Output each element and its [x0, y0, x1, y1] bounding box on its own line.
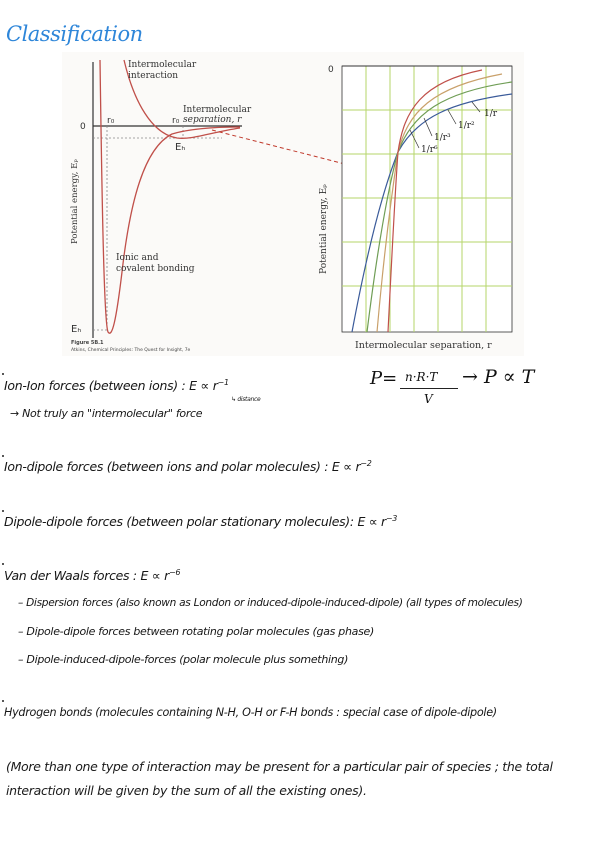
ideal-gas-numerator: n·R·T — [405, 370, 438, 384]
left-panel — [70, 60, 252, 353]
right-panel — [319, 65, 512, 351]
page-title: Classification — [6, 22, 143, 46]
r0-label-a: r₀ — [107, 116, 115, 126]
sep-label-line2: separation, r — [183, 115, 242, 125]
bullet-dot — [2, 455, 4, 457]
ion-dipole-text: Ion-dipole forces (between ions and polar molecules) : E ∝ r — [4, 459, 361, 475]
bullet-dot — [2, 510, 4, 512]
ion-ion-note: → Not truly an "intermolecular" force — [10, 407, 203, 420]
bonding-curve — [100, 60, 240, 333]
eb-label-a: Eₕ — [175, 142, 186, 153]
dipole-dipole-exponent: −3 — [385, 514, 398, 523]
right-y-label: Potential energy, Eₚ — [319, 184, 329, 274]
bullet-dot — [2, 373, 4, 375]
ion-ion-exponent: −1 — [217, 378, 229, 387]
vdw-sub-dipole-induced: – Dipole-induced-dipole-forces (polar molecule plus something) — [18, 653, 349, 666]
hydrogen-bonds: Hydrogen bonds (molecules containing N-H, O-H or F-H bonds : special case of dipole-dipole) — [4, 706, 497, 719]
vdw-text: Van der Waals forces : E ∝ r — [4, 568, 169, 584]
vdw-sub-dispersion: – Dispersion forces (also known as London or induced-dipole-induced-dipole) (all types of molecules) — [18, 597, 523, 609]
right-zero-label: 0 — [328, 65, 334, 75]
closing-note: (More than one type of interaction may be present for a particular pair of species ; the total interaction will be given by the sum of all the existing ones). — [6, 759, 553, 798]
label-1-over-r6: 1/r⁶ — [421, 145, 438, 155]
right-x-label: Intermolecular separation, r — [355, 340, 492, 351]
ion-ion-text: Ion-Ion forces (between ions) : E ∝ r — [4, 378, 218, 394]
vdw-sub-dipole-dipole: – Dipole-dipole forces between rotating polar molecules (gas phase) — [18, 625, 374, 638]
left-y-label: Potential energy, Eₚ — [70, 159, 80, 244]
eb-label-b: Eₕ — [71, 324, 82, 335]
ion-dipole-forces — [4, 459, 372, 474]
curve-label-line2: interaction — [128, 71, 179, 81]
caption-line1: Figure 5B.1 — [71, 340, 104, 346]
sep-label-line1: Intermolecular — [183, 105, 252, 115]
vdw-exponent: −6 — [168, 568, 181, 577]
curve-label-line1: Intermolecular — [128, 60, 197, 70]
r0-label-b: r₀ — [172, 116, 180, 126]
dipole-dipole-forces — [4, 514, 397, 529]
van-der-waals-forces — [4, 568, 180, 583]
label-1-over-r2: 1/r² — [458, 121, 475, 131]
ideal-gas-denominator: V — [424, 392, 433, 406]
left-zero-label: 0 — [80, 122, 86, 132]
bond-label-line2: covalent bonding — [116, 264, 195, 274]
bullet-dot — [2, 563, 4, 565]
ion-ion-forces — [4, 378, 229, 393]
ion-dipole-exponent: −2 — [360, 459, 372, 468]
ideal-gas-result: → P ∝ T — [462, 366, 535, 388]
ideal-gas-lhs: P= — [370, 368, 398, 389]
dipole-dipole-text: Dipole-dipole forces (between polar stationary molecules): E ∝ r — [4, 514, 386, 530]
label-1-over-r3: 1/r³ — [434, 133, 451, 143]
potential-energy-figure — [62, 52, 524, 356]
bond-label-line1: Ionic and — [116, 253, 159, 263]
distance-annotation: ↳ distance — [231, 396, 261, 403]
fraction-bar — [400, 388, 458, 389]
caption-line2: Atkins, Chemical Principles: The Quest for Insight, 7e — [71, 348, 191, 353]
label-1-over-r: 1/r — [484, 109, 498, 119]
bullet-dot — [2, 700, 4, 702]
figure-svg — [62, 52, 524, 356]
